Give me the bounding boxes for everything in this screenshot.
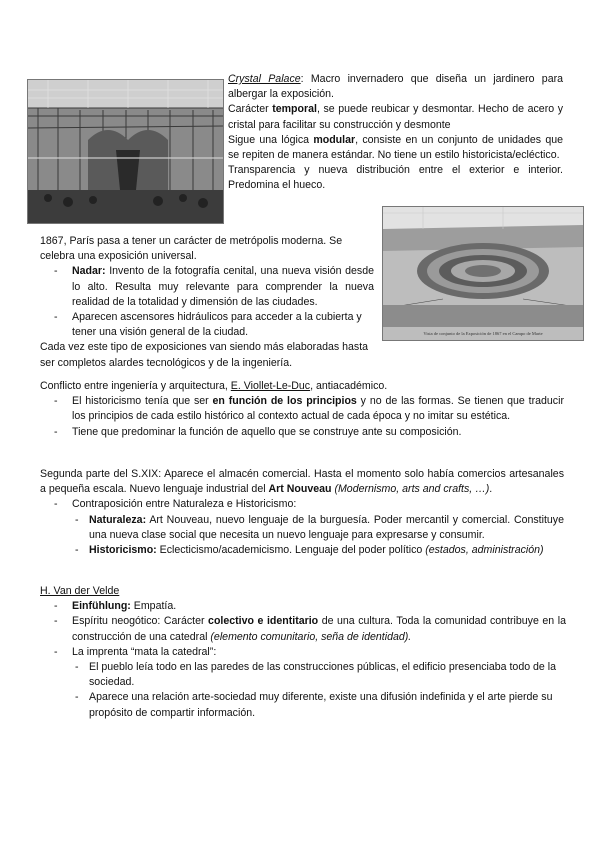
crystal-palace-modular: Sigue una lógica modular, consiste en un conjunto de unidades que se repiten de manera estándar. No tiene un estilo historicista/ecléctico. — [228, 133, 563, 162]
contraposicion-sublist — [72, 513, 564, 559]
list-item-einfuhlung: - Einfühlung: Empatía. — [40, 599, 566, 614]
segunda-intro: Segunda parte del S.XIX: Aparece el almacén comercial. Hasta el momento solo había comercios artesanales a pequeña escala. Nuevo lenguaje industrial del Art Nouveau (Modernismo, arts and crafts, …). — [40, 468, 564, 496]
segunda-list — [40, 497, 564, 558]
list-item-relacion: - Aparece una relación arte-sociedad muy diferente, existe una difusión indefinida y el arte pierde su propósito de compartir información. — [72, 690, 566, 720]
list-item-pueblo: - El pueblo leía todo en las paredes de las construcciones públicas, el edificio presenciaba todo de la sociedad. — [72, 660, 566, 690]
paris-closing: Cada vez este tipo de exposiciones van siendo más elaboradas hasta ser completos alardes tecnológicos y de la ingeniería. — [40, 341, 369, 369]
paris-intro: 1867, París pasa a tener un carácter de metrópolis moderna. Se celebra una exposición universal. — [40, 235, 343, 263]
list-item-principios: - El historicismo tenía que ser en función de los principios y no de las formas. Se tienen que traducir los principios de cada estilo histórico al contexto actual de cada época y no imitar su estética. — [40, 394, 564, 424]
paris-exposition-image — [382, 206, 584, 341]
list-item-contraposicion: - Contraposición entre Naturaleza e Historicismo: - Naturaleza: Art Nouveau, nuevo lenguaje de la burguesía. Poder mercantil y comercial. Constituye una nueva clase social que necesita un nuevo lenguaje para expresarse y consumir. - Historicismo: Eclecticismo/academicismo. Lenguaje del poder político (estados, administración) — [40, 497, 564, 558]
crystal-palace-transparency: Transparencia y nueva distribución entre el exterior e interior. Predomina el hueco. — [228, 164, 563, 192]
segunda-section — [40, 467, 564, 558]
conflicto-section — [40, 379, 564, 440]
list-item-naturaleza: - Naturaleza: Art Nouveau, nuevo lenguaje de la burguesía. Poder mercantil y comercial. Constituye una nueva clase social que necesita un nuevo lenguaje para expresarse y consumir. — [72, 513, 564, 543]
crystal-palace-intro: Crystal Palace: Macro invernadero que diseña un jardinero para albergar la exposición. — [228, 73, 564, 101]
paris-list — [40, 264, 374, 340]
list-item-neogotico: - Espíritu neogótico: Carácter colectivo e identitario de una cultura. Toda la comunidad contribuye en la construcción de una catedral (elemento comunitario, seña de identidad). — [40, 614, 566, 644]
crystal-palace-image — [27, 79, 224, 224]
viollet-le-duc-link: E. Viollet-Le-Duc — [230, 380, 311, 392]
crystal-palace-title: Crystal Palace — [228, 73, 301, 85]
conflicto-intro: Conflicto entre ingeniería y arquitectura, E. Viollet-Le-Duc, antiacadémico. — [40, 380, 388, 392]
crystal-palace-temporal: Carácter temporal, se puede reubicar y desmontar. Hecho de acero y cristal para facilitar su construcción y desmonte — [228, 103, 563, 131]
conflicto-list — [40, 394, 564, 440]
velde-list — [40, 599, 566, 721]
list-item-ascensores: - Aparecen ascensores hidráulicos para acceder a la cubierta y tener una visión general de la ciudad. — [40, 310, 374, 340]
crystal-palace-section — [228, 72, 563, 194]
velde-section — [40, 584, 566, 721]
imprenta-sublist — [72, 660, 566, 721]
velde-title: H. Van der Velde — [40, 585, 120, 597]
paris-section — [40, 234, 374, 371]
list-item-historicismo: - Historicismo: Eclecticismo/academicismo. Lenguaje del poder político (estados, administración) — [72, 543, 564, 558]
list-item-funcion: - Tiene que predominar la función de aquello que se construye ante su composición. — [40, 425, 564, 440]
list-item-imprenta: - La imprenta “mata la catedral”: - El pueblo leía todo en las paredes de las construcciones públicas, el edificio presenciaba todo de la sociedad. - Aparece una relación arte-sociedad muy diferente, existe una difusión indefinida y el arte pierde su propósito de compartir información. — [40, 645, 566, 721]
paris-image-caption: Vista de conjunto de la Exposición de 1867 en el Campo de Marte — [423, 331, 543, 336]
list-item-nadar: - Nadar: Invento de la fotografía cenital, una nueva visión desde lo alto. Resulta muy relevante para comprender la nueva realidad de la totalidad y dimensión de las ciudades. — [40, 264, 374, 310]
